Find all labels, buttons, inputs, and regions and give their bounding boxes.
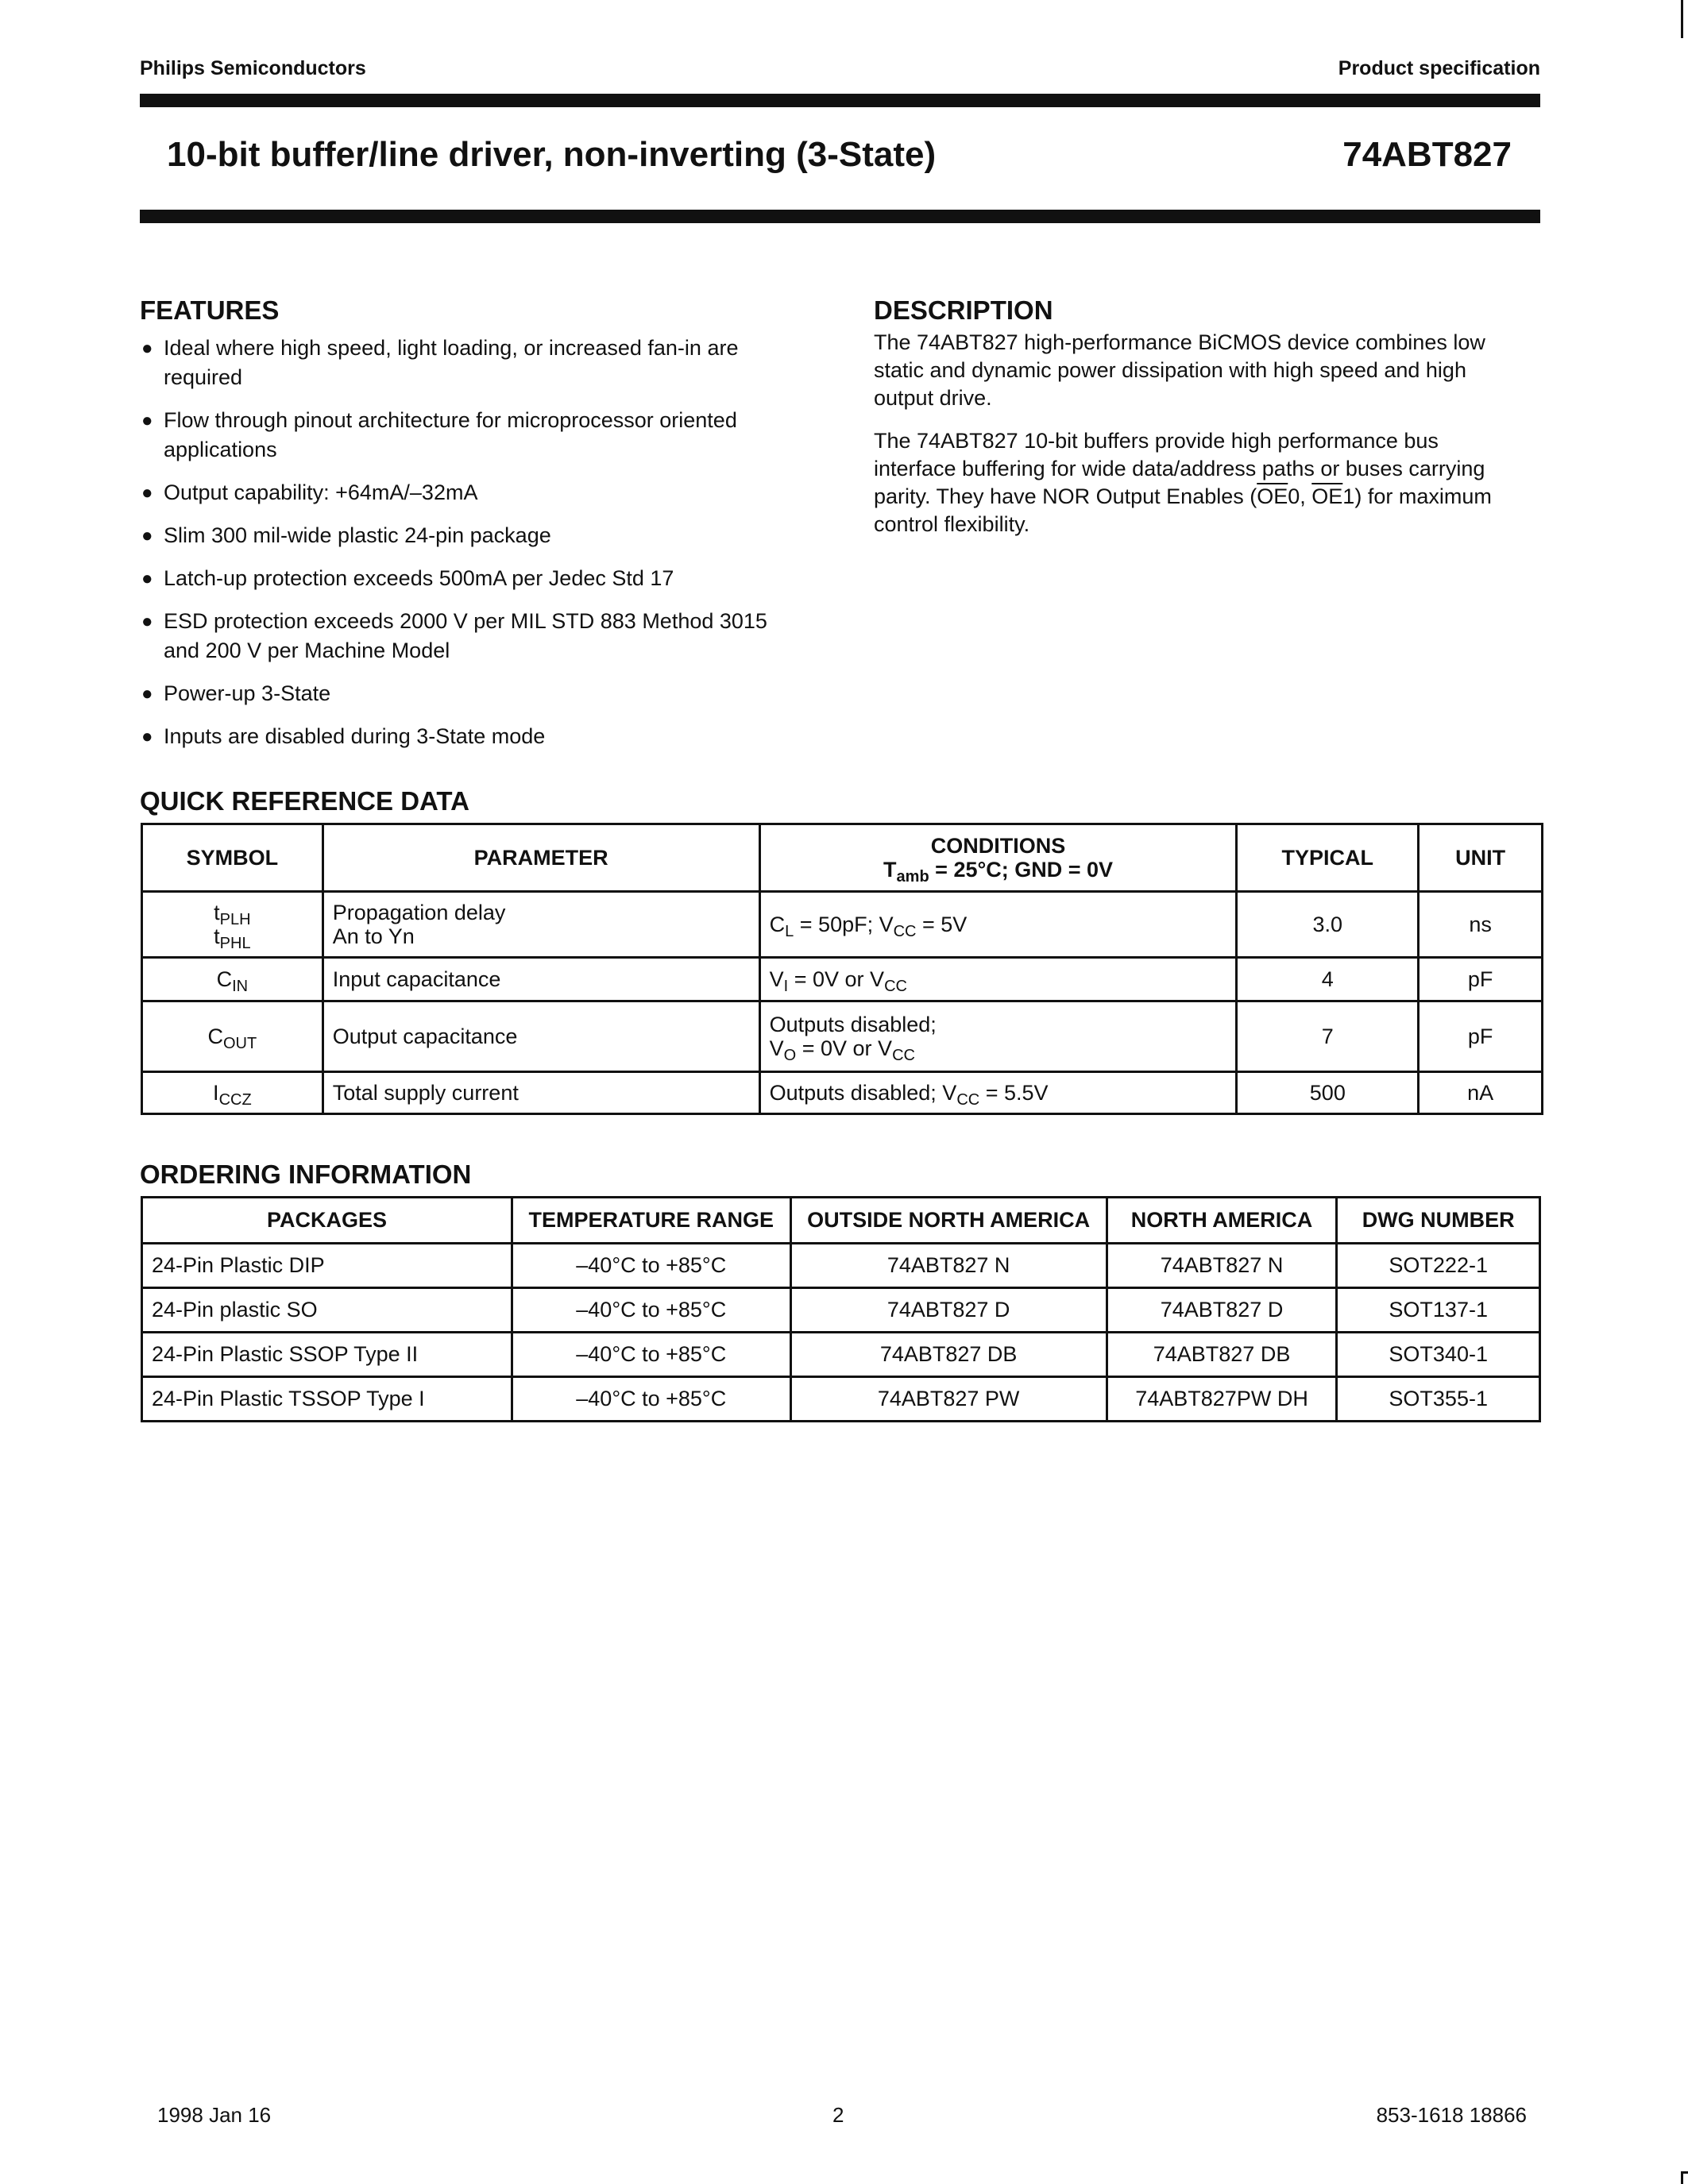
unit-cell: pF bbox=[1419, 1001, 1543, 1072]
dwg-number-cell: SOT340-1 bbox=[1337, 1333, 1540, 1377]
unit-cell: nA bbox=[1419, 1072, 1543, 1114]
features-heading: FEATURES bbox=[140, 295, 280, 325]
part-number: 74ABT827 bbox=[1342, 135, 1512, 174]
oe1-signal: $\overline{OE}$ bbox=[1311, 484, 1343, 508]
col-unit: UNIT bbox=[1419, 824, 1543, 892]
col-symbol: SYMBOL bbox=[142, 824, 323, 892]
conditions-cell: Outputs disabled; $V_{CC} = 5.5V$ bbox=[759, 1072, 1237, 1114]
col-typical: TYPICAL bbox=[1237, 824, 1419, 892]
dwg-number-cell: SOT222-1 bbox=[1337, 1244, 1540, 1288]
unit-cell: ns bbox=[1419, 892, 1543, 958]
parameter-cell: Propagation delay An to Yn bbox=[323, 892, 759, 958]
col-dwg-number: DWG NUMBER bbox=[1337, 1198, 1540, 1244]
north-america-cell: 74ABT827 N bbox=[1107, 1244, 1337, 1288]
table-header-row bbox=[142, 1198, 1540, 1244]
table-row bbox=[142, 1288, 1540, 1333]
feature-item: ● Inputs are disabled during 3-State mode bbox=[140, 722, 799, 751]
features-list bbox=[140, 334, 799, 765]
table-row bbox=[142, 1333, 1540, 1377]
document-type: Product specification bbox=[1338, 57, 1540, 79]
symbol-cell: $C_{IN}$ bbox=[142, 958, 323, 1001]
company-name: Philips Semiconductors bbox=[140, 57, 366, 79]
conditions-cell: $V_I = 0V$ or $V_{CC}$ bbox=[759, 958, 1237, 1001]
table-row bbox=[142, 1001, 1543, 1072]
bullet-icon: ● bbox=[141, 568, 153, 589]
symbol-cell: $t_{PLH}$ $t_{PHL}$ bbox=[142, 892, 323, 958]
description-paragraph-2: The 74ABT827 10-bit buffers provide high performance bus interface buffering for wide data/address paths or buses carrying parity. They have NOR Output Enables ($\overline{OE}0$, $\overline{OE}1$) for maximum control flexibility. bbox=[874, 429, 1492, 536]
footer-doc-code: 853-1618 18866 bbox=[1376, 2103, 1527, 2127]
col-outside-north-america: OUTSIDE NORTH AMERICA bbox=[790, 1198, 1107, 1244]
conditions-cell: $C_L = 50pF$; $V_{CC} = 5V$ bbox=[759, 892, 1237, 958]
description-paragraph-1: The 74ABT827 high-performance BiCMOS device combines low static and dynamic power dissipation with high speed and high output drive. bbox=[874, 330, 1485, 410]
feature-item: ● Slim 300 mil-wide plastic 24-pin package bbox=[140, 521, 799, 550]
package-cell: 24-Pin plastic SO bbox=[142, 1288, 512, 1333]
outside-na-cell: 74ABT827 DB bbox=[790, 1333, 1107, 1377]
feature-item: ● Latch-up protection exceeds 500mA per Jedec Std 17 bbox=[140, 564, 799, 593]
header-rule-top bbox=[140, 94, 1540, 107]
package-cell: 24-Pin Plastic TSSOP Type I bbox=[142, 1377, 512, 1422]
table-row bbox=[142, 958, 1543, 1001]
parameter-cell: Output capacitance bbox=[323, 1001, 759, 1072]
typical-cell: 7 bbox=[1237, 1001, 1419, 1072]
corner-mark-bottom-stem bbox=[1681, 2171, 1683, 2184]
ordering-table bbox=[141, 1196, 1541, 1422]
corner-mark-top bbox=[1681, 0, 1683, 38]
typical-cell: 500 bbox=[1237, 1072, 1419, 1114]
table-row bbox=[142, 1377, 1540, 1422]
bullet-icon: ● bbox=[141, 482, 153, 504]
temperature-cell: –40°C to +85°C bbox=[512, 1377, 790, 1422]
description-heading: DESCRIPTION bbox=[874, 295, 1053, 325]
quick-reference-heading: QUICK REFERENCE DATA bbox=[140, 786, 469, 816]
table-header-row bbox=[142, 824, 1543, 892]
parameter-cell: Input capacitance bbox=[323, 958, 759, 1001]
bullet-icon: ● bbox=[141, 726, 153, 747]
table-row bbox=[142, 892, 1543, 958]
feature-item: ● Ideal where high speed, light loading, or increased fan-in are required bbox=[140, 334, 799, 392]
north-america-cell: 74ABT827 D bbox=[1107, 1288, 1337, 1333]
parameter-cell: Total supply current bbox=[323, 1072, 759, 1114]
feature-item: ● Power-up 3-State bbox=[140, 679, 799, 708]
footer-date: 1998 Jan 16 bbox=[157, 2103, 272, 2127]
bullet-icon: ● bbox=[141, 338, 153, 359]
bullet-icon: ● bbox=[141, 410, 153, 431]
feature-item: ● Flow through pinout architecture for microprocessor oriented applications bbox=[140, 406, 799, 465]
bullet-icon: ● bbox=[141, 611, 153, 632]
col-parameter: PARAMETER bbox=[323, 824, 759, 892]
feature-item: ● ESD protection exceeds 2000 V per MIL STD 883 Method 3015 and 200 V per Machine Model bbox=[140, 607, 799, 666]
col-temperature-range: TEMPERATURE RANGE bbox=[512, 1198, 790, 1244]
package-cell: 24-Pin Plastic SSOP Type II bbox=[142, 1333, 512, 1377]
col-north-america: NORTH AMERICA bbox=[1107, 1198, 1337, 1244]
table-row bbox=[142, 1072, 1543, 1114]
bullet-icon: ● bbox=[141, 683, 153, 704]
temperature-cell: –40°C to +85°C bbox=[512, 1333, 790, 1377]
col-conditions: CONDITIONS $T_{amb} = 25^\circ C$; GND = 0V bbox=[759, 824, 1237, 892]
package-cell: 24-Pin Plastic DIP bbox=[142, 1244, 512, 1288]
temperature-cell: –40°C to +85°C bbox=[512, 1244, 790, 1288]
page-title: 10-bit buffer/line driver, non-inverting (3-State) bbox=[167, 135, 937, 174]
bullet-icon: ● bbox=[141, 525, 153, 546]
outside-na-cell: 74ABT827 N bbox=[790, 1244, 1107, 1288]
symbol-cell: $C_{OUT}$ bbox=[142, 1001, 323, 1072]
typical-cell: 4 bbox=[1237, 958, 1419, 1001]
dwg-number-cell: SOT355-1 bbox=[1337, 1377, 1540, 1422]
ordering-heading: ORDERING INFORMATION bbox=[140, 1160, 472, 1189]
outside-na-cell: 74ABT827 D bbox=[790, 1288, 1107, 1333]
page-number: 2 bbox=[832, 2103, 844, 2127]
col-packages: PACKAGES bbox=[142, 1198, 512, 1244]
symbol-cell: $I_{CCZ}$ bbox=[142, 1072, 323, 1114]
header-rule-bottom bbox=[140, 210, 1540, 223]
oe0-signal: $\overline{OE}$ bbox=[1257, 484, 1288, 508]
dwg-number-cell: SOT137-1 bbox=[1337, 1288, 1540, 1333]
table-row bbox=[142, 1244, 1540, 1288]
temperature-cell: –40°C to +85°C bbox=[512, 1288, 790, 1333]
conditions-cell: Outputs disabled; $V_O = 0V$ or $V_{CC}$ bbox=[759, 1001, 1237, 1072]
outside-na-cell: 74ABT827 PW bbox=[790, 1377, 1107, 1422]
unit-cell: pF bbox=[1419, 958, 1543, 1001]
north-america-cell: 74ABT827PW DH bbox=[1107, 1377, 1337, 1422]
north-america-cell: 74ABT827 DB bbox=[1107, 1333, 1337, 1377]
typical-cell: 3.0 bbox=[1237, 892, 1419, 958]
quick-reference-table bbox=[141, 823, 1543, 1115]
feature-item: ● Output capability: +64mA/–32mA bbox=[140, 478, 799, 507]
